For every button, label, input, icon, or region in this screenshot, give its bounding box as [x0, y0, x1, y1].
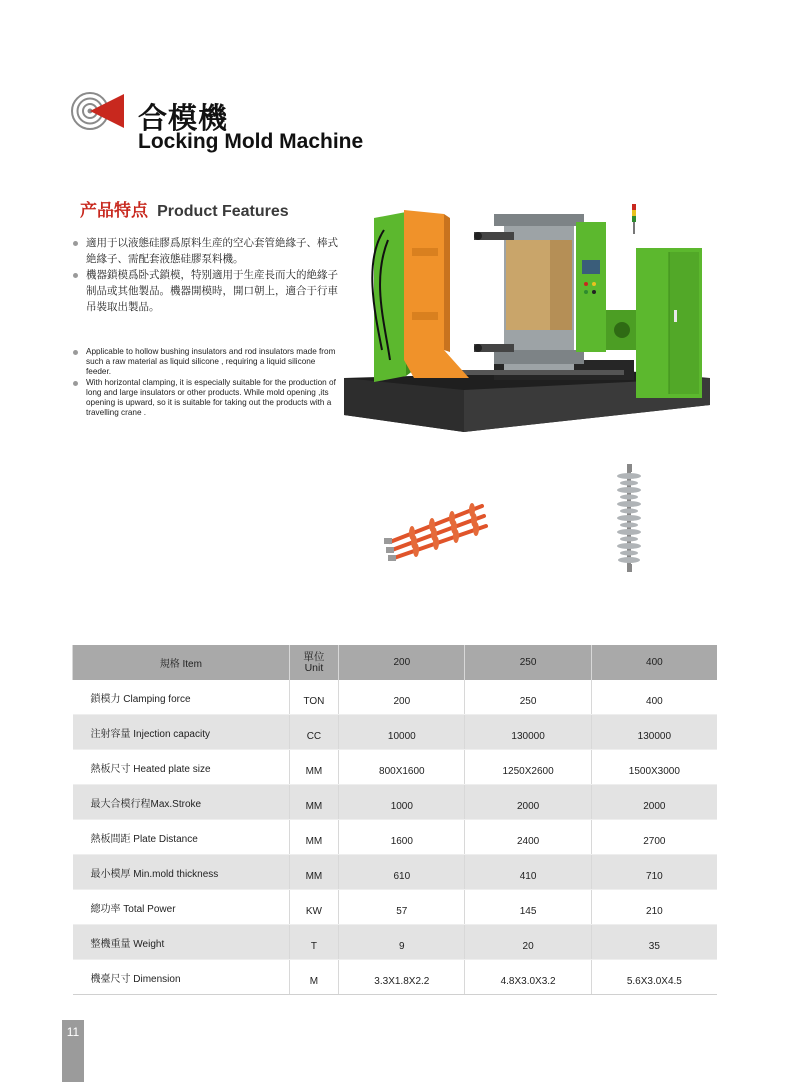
row-name: 注射容量 Injection capacity: [73, 715, 290, 750]
table-row: [73, 820, 718, 855]
row-unit-text: CC: [306, 730, 322, 742]
row-value: [465, 960, 591, 995]
row-name: 機臺尺寸 Dimension: [73, 960, 290, 995]
rod-insulators-image: [382, 492, 492, 564]
row-value-text: 145: [519, 905, 537, 917]
row-value-text: 10000: [387, 730, 416, 742]
row-name: 熱板間距 Plate Distance: [73, 820, 290, 855]
row-unit-text: T: [310, 940, 317, 952]
row-value: [465, 750, 591, 785]
feature-item-cn: 機器鎖模爲卧式鎖模，特别適用于生産長而大的絶緣子制品或其他製品。機器開模時，開口朝上，適合于行車吊裝取出製品。: [72, 267, 348, 315]
row-value: [591, 715, 717, 750]
row-unit-text: MM: [305, 765, 323, 777]
row-name: 鎖模力 Clamping force: [73, 680, 290, 715]
row-value: [339, 785, 465, 820]
row-value: [339, 715, 465, 750]
row-unit: [289, 715, 339, 750]
row-value-text: 400: [646, 695, 663, 707]
row-value-text: 2700: [643, 835, 666, 847]
row-value-text: 250: [519, 695, 537, 707]
table-row: [73, 855, 718, 890]
row-value-text: 610: [393, 870, 411, 882]
row-value: [339, 750, 465, 785]
header-unit-cn: 單位: [303, 650, 325, 663]
row-value: [339, 960, 465, 995]
row-value-text: 4.8X3.0X3.2: [500, 975, 556, 987]
row-unit: [289, 925, 339, 960]
row-value-text: 1000: [390, 800, 413, 812]
specification-table: [72, 645, 717, 995]
row-value: [465, 820, 591, 855]
row-unit: [289, 855, 339, 890]
feature-item-cn: 適用于以液態硅膠爲原料生産的空心套管絶緣子、棒式絶緣子、需配套液態硅膠泵料機。: [72, 235, 348, 267]
row-unit: [289, 820, 339, 855]
row-unit-text: TON: [303, 695, 325, 707]
row-name: 整機重量 Weight: [73, 925, 290, 960]
row-unit: [289, 750, 339, 785]
row-name: 總功率 Total Power: [73, 890, 290, 925]
row-unit: [289, 960, 339, 995]
row-unit-text: KW: [305, 905, 322, 917]
table-row: [73, 925, 718, 960]
row-value: [465, 855, 591, 890]
row-value-text: 1600: [390, 835, 413, 847]
page-number-tab: [62, 1020, 84, 1082]
header-unit: [289, 645, 339, 680]
row-value: [591, 785, 717, 820]
header-model: 200: [339, 645, 465, 680]
row-value-text: 200: [393, 695, 411, 707]
table-row: [73, 785, 718, 820]
features-list-en: [72, 347, 342, 418]
row-value-text: 710: [646, 870, 663, 882]
table-row: [73, 715, 718, 750]
row-name: 最小模厚 Min.mold thickness: [73, 855, 290, 890]
row-value-text: 410: [519, 870, 537, 882]
row-value: [339, 925, 465, 960]
row-value: [591, 820, 717, 855]
row-unit-text: M: [309, 975, 319, 987]
row-value-text: 210: [646, 905, 663, 917]
row-value: [591, 750, 717, 785]
features-heading: [80, 196, 289, 221]
row-name: 最大合模行程Max.Stroke: [73, 785, 290, 820]
row-value-text: 130000: [511, 730, 545, 742]
row-value: [465, 715, 591, 750]
row-value-text: 2000: [516, 800, 540, 812]
row-value: [591, 960, 717, 995]
row-value: [339, 890, 465, 925]
features-heading-en: Product Features: [157, 203, 289, 220]
row-value: [339, 820, 465, 855]
row-value-text: 20: [522, 940, 534, 952]
row-unit: [289, 680, 339, 715]
table-row: [73, 960, 718, 995]
table-row: [73, 890, 718, 925]
row-value: [339, 680, 465, 715]
row-value: [465, 925, 591, 960]
row-unit: [289, 890, 339, 925]
row-value-text: 35: [648, 940, 660, 952]
target-logo-icon: [70, 88, 126, 134]
row-value: [465, 785, 591, 820]
row-value: [339, 855, 465, 890]
features-heading-cn: 产品特点: [80, 201, 148, 221]
row-value-text: 800X1600: [379, 765, 425, 777]
header-model: 400: [591, 645, 717, 680]
row-value: [591, 680, 717, 715]
row-value: [465, 890, 591, 925]
row-value: [465, 680, 591, 715]
row-value-text: 3.3X1.8X2.2: [374, 975, 430, 987]
row-value-text: 2000: [643, 800, 666, 812]
row-unit-text: MM: [305, 800, 323, 812]
row-name: 熱板尺寸 Heated plate size: [73, 750, 290, 785]
row-value-text: 9: [399, 940, 405, 952]
page-number: 11: [66, 1025, 80, 1039]
row-value: [591, 855, 717, 890]
header-unit-en: Unit: [304, 661, 324, 674]
row-value-text: 1500X3000: [628, 765, 680, 777]
page-title-en: Locking Mold Machine: [138, 130, 364, 153]
post-insulator-image: [614, 464, 644, 572]
row-value-text: 57: [396, 905, 408, 917]
header-item: 規格 Item: [73, 645, 290, 680]
features-list-cn: [72, 235, 348, 315]
row-value-text: 5.6X3.0X4.5: [626, 975, 682, 987]
row-value: [591, 925, 717, 960]
row-value-text: 1250X2600: [502, 765, 554, 777]
row-value: [591, 890, 717, 925]
row-value-text: 130000: [637, 730, 672, 742]
row-unit: [289, 785, 339, 820]
page-title-cn: 合模機: [138, 101, 229, 135]
feature-item-en: Applicable to hollow bushing insulators and rod insulators made from such a raw material as liquid silicone , requiring a liquid silicone feeder.: [72, 347, 342, 378]
table-row: [73, 750, 718, 785]
row-unit-text: MM: [305, 870, 323, 882]
table-header-row: [73, 645, 718, 680]
header-model: 250: [465, 645, 591, 680]
locking-mold-machine-image: [344, 200, 710, 440]
table-row: [73, 680, 718, 715]
feature-item-en: With horizontal clamping, it is especially suitable for the production of long and large insulators or other products. While mold opening ,its opening is upward, so it is suitable for taking out the products with a travelling crane .: [72, 378, 342, 419]
row-value-text: 2400: [516, 835, 540, 847]
row-unit-text: MM: [305, 835, 323, 847]
